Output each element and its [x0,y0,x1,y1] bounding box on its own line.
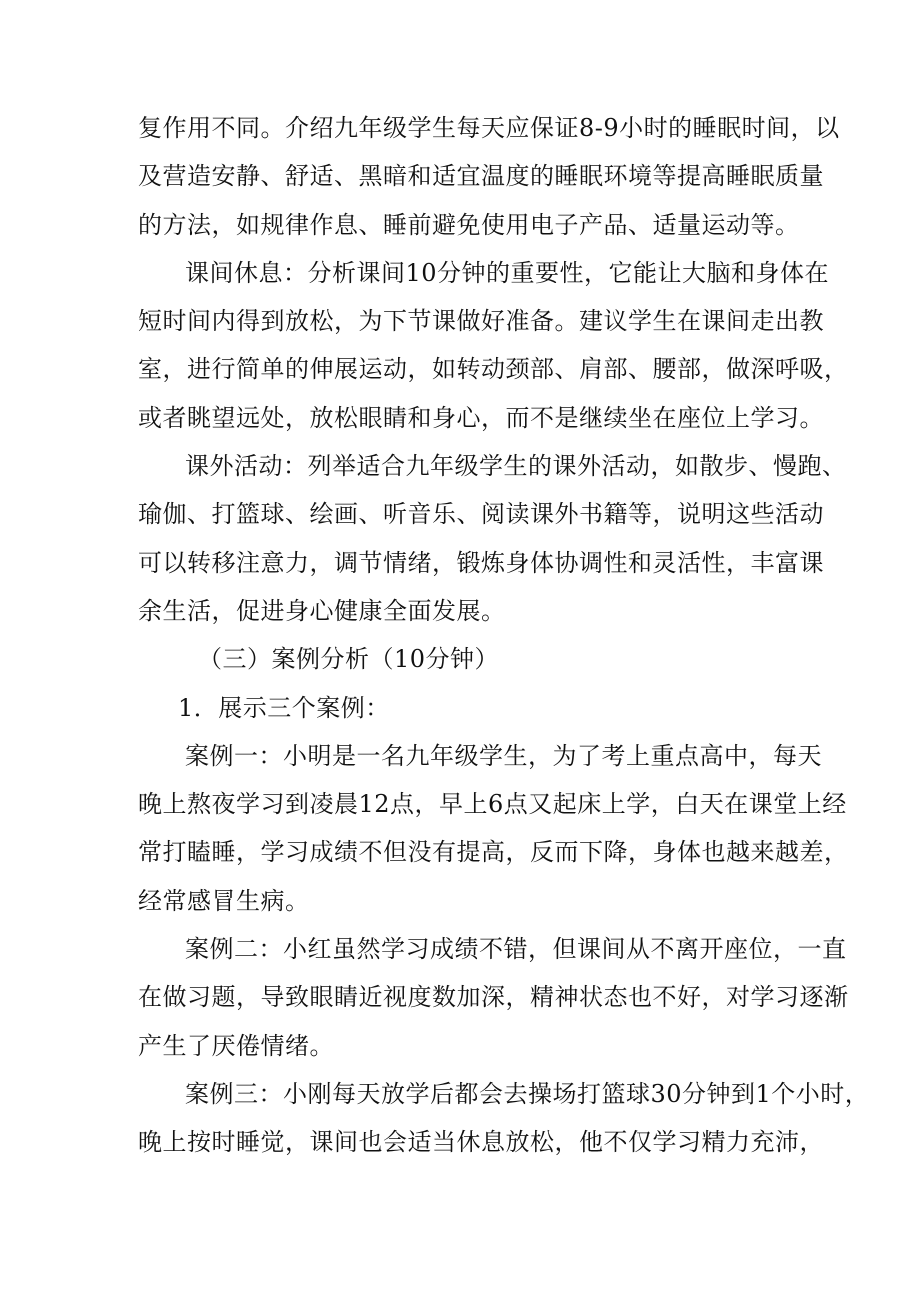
text-line: 或者眺望远处，放松眼睛和身心，而不是继续坐在座位上学习。 [138,403,824,432]
paragraph-start-line: 课外活动：列举适合九年级学生的课外活动，如散步、慢跑、 [185,452,847,481]
text-line: 常打瞌睡，学习成绩不但没有提高，反而下降，身体也越来越差， [138,838,849,867]
text-line: 室，进行简单的伸展运动，如转动颈部、肩部、腰部，做深呼吸， [138,355,849,384]
text-line: 及营造安静、舒适、黑暗和适宜温度的睡眠环境等提高睡眠质量 [138,162,824,191]
text-line: 产生了厌倦情绪。 [138,1031,334,1060]
text-line: 复作用不同。介绍九年级学生每天应保证8-9小时的睡眠时间，以 [138,114,840,142]
text-line: 的方法，如规律作息、睡前避免使用电子产品、适量运动等。 [138,210,800,239]
text-line: 晚上熬夜学习到凌晨12点，早上6点又起床上学，白天在课堂上经 [138,790,847,819]
text-line: 瑜伽、打篮球、绘画、听音乐、阅读课外书籍等，说明这些活动 [138,500,824,529]
text-line: 经常感冒生病。 [138,886,310,915]
paragraph-start-line: 案例三：小刚每天放学后都会去操场打篮球30分钟到1个小时， [185,1079,870,1108]
text-line: 短时间内得到放松，为下节课做好准备。建议学生在课间走出教 [138,307,824,336]
text-line: 在做习题，导致眼睛近视度数加深，精神状态也不好，对学习逐渐 [138,983,849,1012]
text-line: 晚上按时睡觉，课间也会适当休息放松，他不仅学习精力充沛， [138,1128,824,1157]
paragraph-start-line: 案例二：小红虽然学习成绩不错，但课间从不离开座位，一直 [185,935,847,964]
paragraph-start-line: 案例一：小明是一名九年级学生，为了考上重点高中，每天 [185,741,822,770]
text-line: 可以转移注意力，调节情绪，锻炼身体协调性和灵活性，丰富课 [138,548,824,577]
paragraph-start-line: 课间休息：分析课间10分钟的重要性，它能让大脑和身体在 [185,258,830,287]
list-heading: 1．展示三个案例： [178,693,390,722]
section-heading: （三）案例分析（10分钟） [198,645,500,674]
text-line: 余生活，促进身心健康全面发展。 [138,596,506,625]
body-text [138,104,870,1167]
